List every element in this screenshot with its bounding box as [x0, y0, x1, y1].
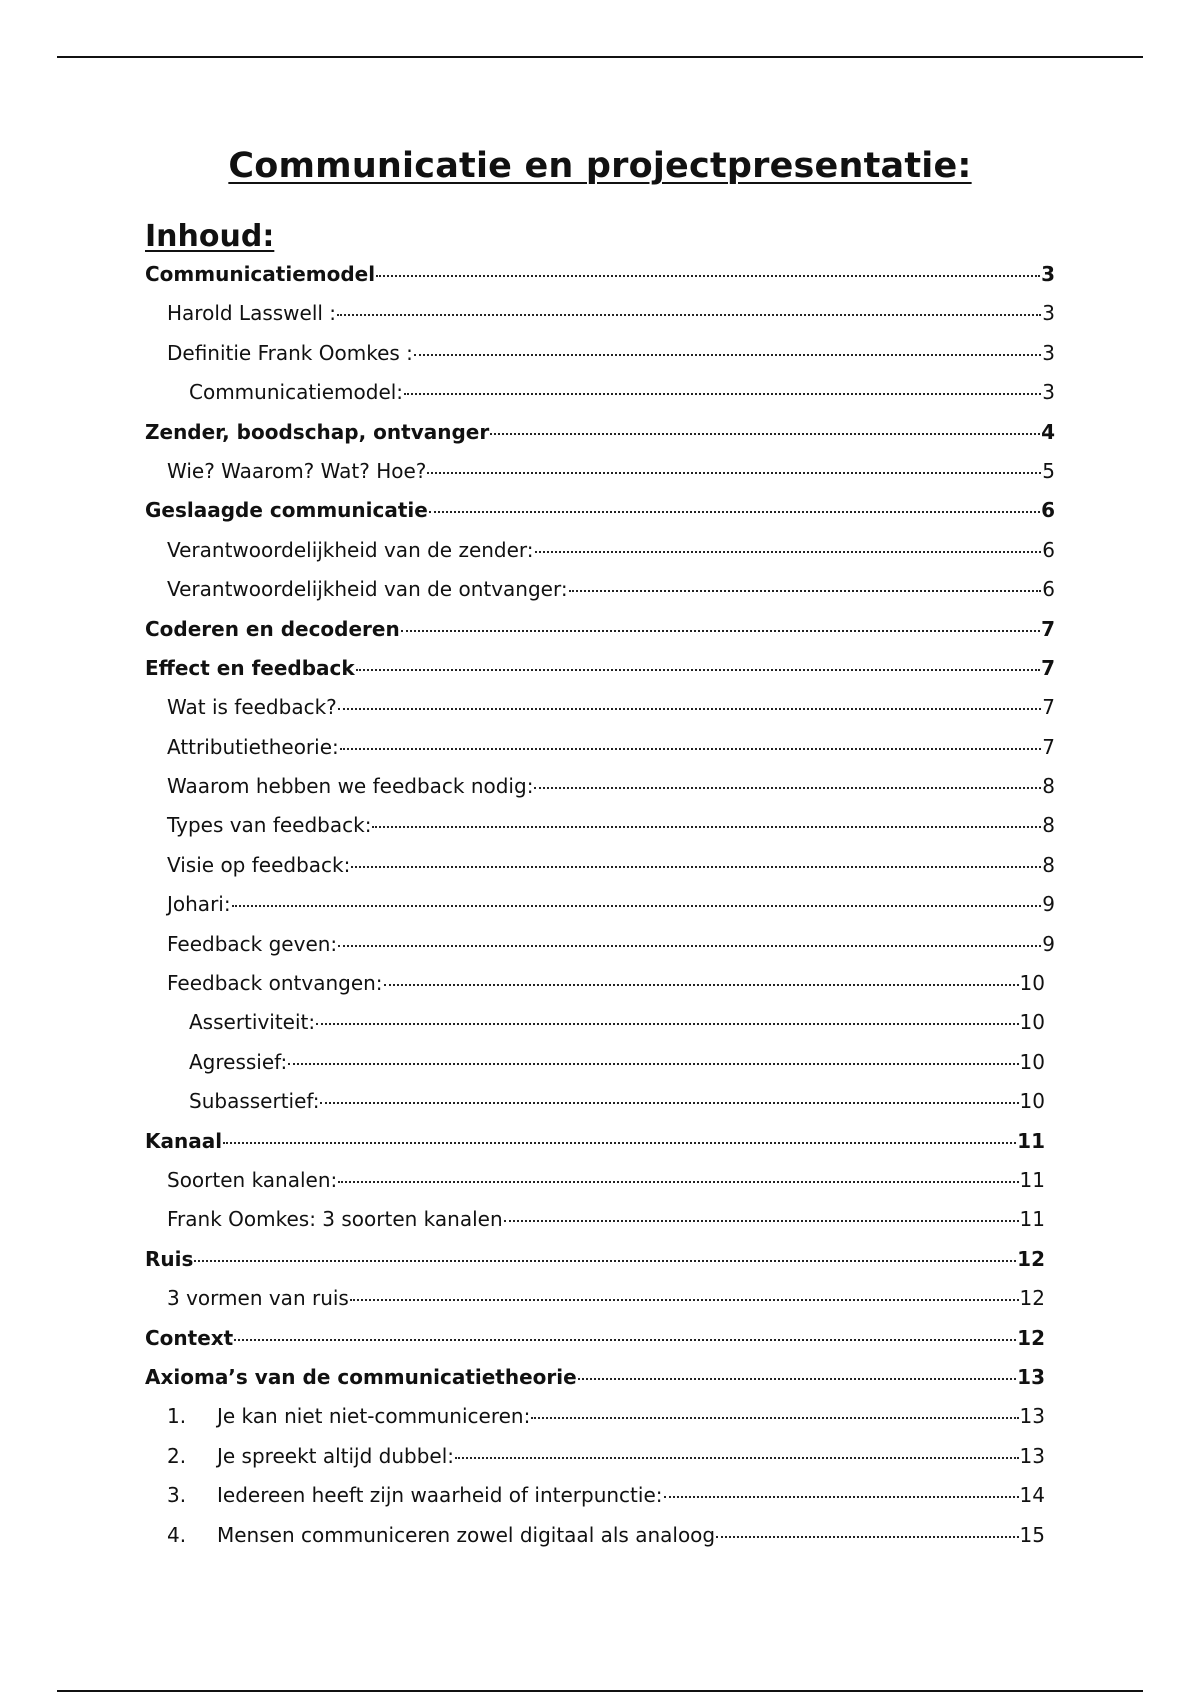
toc-entry-text: Coderen en decoderen	[145, 616, 400, 641]
toc-entry-text: Waarom hebben we feedback nodig:	[167, 774, 534, 799]
toc-entry-axiomas[interactable]	[145, 1358, 1045, 1397]
toc-heading: Inhoud:	[145, 219, 275, 254]
toc-entry-communicatiemodel-sub[interactable]	[145, 373, 1055, 412]
toc-page-number: 11	[1019, 1167, 1045, 1192]
toc-page-number: 3	[1042, 301, 1055, 326]
toc-entry-kanaal[interactable]	[145, 1122, 1045, 1161]
toc-page-number: 10	[1019, 1010, 1045, 1035]
toc-entry-text: Verantwoordelijkheid van de zender:	[167, 537, 534, 562]
toc-leader	[351, 865, 1041, 868]
toc-leader	[340, 747, 1042, 750]
toc-leader	[356, 668, 1040, 671]
toc-leader	[534, 786, 1041, 789]
toc-leader	[504, 1219, 1019, 1222]
toc-page-number: 3	[1042, 380, 1055, 405]
toc-leader	[194, 1259, 1016, 1262]
toc-page-number: 14	[1019, 1483, 1045, 1508]
toc-page-number: 7	[1042, 695, 1055, 720]
toc-page-number: 10	[1019, 1049, 1045, 1074]
toc-leader	[384, 983, 1019, 986]
toc-entry-waarom-feedback-nodig[interactable]	[145, 767, 1055, 806]
toc-entry-coderen-en-decoderen[interactable]	[145, 610, 1055, 649]
toc-page-number: 7	[1042, 734, 1055, 759]
toc-entry-geslaagde-communicatie[interactable]	[145, 491, 1055, 530]
toc-entry-feedback-ontvangen[interactable]	[145, 964, 1045, 1003]
toc-page-number: 10	[1019, 971, 1045, 996]
toc-page-number: 13	[1019, 1404, 1045, 1429]
toc-leader	[338, 707, 1041, 710]
document-title: Communicatie en projectpresentatie:	[228, 146, 972, 186]
toc-leader	[664, 1495, 1019, 1498]
toc-leader	[414, 353, 1041, 356]
toc-page-number: 15	[1019, 1522, 1045, 1547]
toc-entry-ruis[interactable]	[145, 1240, 1045, 1279]
toc-leader	[350, 1298, 1019, 1301]
toc-entry-visie-op-feedback[interactable]	[145, 846, 1055, 885]
toc-page-number: 9	[1042, 931, 1055, 956]
toc-entry-axioma-4[interactable]	[145, 1516, 1045, 1555]
toc-leader	[338, 944, 1041, 947]
toc-entry-definitie-frank-oomkes[interactable]	[145, 334, 1055, 373]
toc-entry-text: Effect en feedback	[145, 655, 355, 680]
toc-entry-wat-is-feedback[interactable]	[145, 688, 1055, 727]
toc-entry-number: 3.	[167, 1483, 187, 1508]
toc-entry-text: Geslaagde communicatie	[145, 498, 428, 523]
toc-entry-text: Assertiviteit:	[189, 1010, 316, 1035]
toc-entry-soorten-kanalen[interactable]	[145, 1161, 1045, 1200]
toc-entry-attributietheorie[interactable]	[145, 728, 1055, 767]
toc-page-number: 13	[1017, 1364, 1045, 1389]
toc-entry-text: Je kan niet niet-communiceren:	[217, 1404, 531, 1429]
toc-page-number: 7	[1041, 655, 1055, 680]
toc-entry-text: Communicatiemodel:	[189, 380, 404, 405]
toc-page-number: 12	[1019, 1286, 1045, 1311]
toc-page-number: 6	[1041, 498, 1055, 523]
footer-rule	[57, 1690, 1143, 1692]
toc-entry-text: Verantwoordelijkheid van de ontvanger:	[167, 577, 568, 602]
toc-entry-agressief[interactable]	[145, 1043, 1045, 1082]
toc-entry-communicatiemodel[interactable]	[145, 255, 1055, 294]
toc-entry-text: Kanaal	[145, 1128, 223, 1153]
toc-page-number: 12	[1017, 1325, 1045, 1350]
toc-entry-text: Soorten kanalen:	[167, 1167, 338, 1192]
toc-entry-axioma-2[interactable]	[145, 1437, 1045, 1476]
toc-page-number: 8	[1042, 774, 1055, 799]
toc-leader	[316, 1022, 1018, 1025]
toc-entry-text: Context	[145, 1325, 234, 1350]
toc-page-number: 11	[1017, 1128, 1045, 1153]
toc-entry-text: Mensen communiceren zowel digitaal als analoog	[217, 1522, 716, 1547]
toc-page-number: 5	[1042, 458, 1055, 483]
toc-leader	[490, 432, 1040, 435]
toc-page-number: 10	[1019, 1089, 1045, 1114]
toc-entry-effect-en-feedback[interactable]	[145, 649, 1055, 688]
toc-entry-number: 1.	[167, 1404, 187, 1429]
toc-leader	[376, 274, 1040, 277]
toc-page-number: 13	[1019, 1443, 1045, 1468]
toc-entry-harold-lasswell[interactable]	[145, 294, 1055, 333]
toc-entry-vormen-van-ruis[interactable]	[145, 1279, 1045, 1318]
toc-entry-text: Iedereen heeft zijn waarheid of interpunctie:	[217, 1483, 663, 1508]
toc-entry-text: Visie op feedback:	[167, 852, 351, 877]
toc-leader	[337, 313, 1041, 316]
toc-leader	[372, 825, 1041, 828]
toc-leader	[427, 471, 1041, 474]
toc-page-number: 3	[1041, 262, 1055, 286]
toc-entry-assertiviteit[interactable]	[145, 1003, 1045, 1042]
toc-page-number: 3	[1042, 340, 1055, 365]
toc-leader	[578, 1377, 1016, 1380]
toc-entry-axioma-1[interactable]	[145, 1397, 1045, 1436]
toc-page-number: 6	[1042, 577, 1055, 602]
toc-leader	[531, 1416, 1018, 1419]
toc-page-number: 8	[1042, 852, 1055, 877]
toc-page-number: 8	[1042, 813, 1055, 838]
toc-entry-verantwoordelijkheid-ontvanger[interactable]	[145, 570, 1055, 609]
toc-entry-text: Communicatiemodel	[145, 262, 376, 286]
toc-page-number: 7	[1041, 616, 1055, 641]
toc-leader	[288, 1062, 1018, 1065]
toc-entry-text: 3 vormen van ruis	[167, 1286, 349, 1311]
toc-leader	[429, 510, 1040, 513]
toc-entry-text: Feedback geven:	[167, 931, 338, 956]
toc-page-number: 9	[1042, 892, 1055, 917]
toc-entry-johari[interactable]	[145, 885, 1055, 924]
toc-page-number: 11	[1019, 1207, 1045, 1232]
toc-entry-text: Axioma’s van de communicatietheorie	[145, 1364, 577, 1389]
table-of-contents	[145, 255, 1055, 1555]
toc-leader	[404, 392, 1041, 395]
toc-leader	[223, 1141, 1016, 1144]
toc-entry-frank-oomkes-kanalen[interactable]	[145, 1200, 1045, 1239]
toc-entry-context[interactable]	[145, 1319, 1045, 1358]
toc-entry-wie-waarom-wat-hoe[interactable]	[145, 452, 1055, 491]
toc-entry-text: Wie? Waarom? Wat? Hoe?	[167, 458, 427, 483]
toc-leader	[234, 1338, 1016, 1341]
toc-page-number: 6	[1042, 537, 1055, 562]
toc-leader	[401, 629, 1040, 632]
toc-entry-text: Je spreekt altijd dubbel:	[217, 1443, 455, 1468]
toc-entry-text: Harold Lasswell :	[167, 301, 337, 326]
toc-entry-subassertief[interactable]	[145, 1082, 1045, 1121]
toc-entry-text: Zender, boodschap, ontvanger	[145, 419, 490, 444]
toc-entry-zender-boodschap-ontvanger[interactable]	[145, 413, 1055, 452]
toc-leader	[232, 904, 1042, 907]
header-rule	[57, 56, 1143, 58]
toc-leader	[569, 589, 1042, 592]
toc-entry-types-van-feedback[interactable]	[145, 806, 1055, 845]
toc-entry-text: Attributietheorie:	[167, 734, 339, 759]
toc-leader	[716, 1535, 1018, 1538]
toc-entry-axioma-3[interactable]	[145, 1476, 1045, 1515]
toc-entry-number: 2.	[167, 1443, 187, 1468]
toc-leader	[455, 1456, 1019, 1459]
toc-entry-text: Wat is feedback?	[167, 695, 337, 720]
toc-page-number: 4	[1041, 419, 1055, 444]
toc-leader	[338, 1180, 1018, 1183]
toc-entry-text: Frank Oomkes: 3 soorten kanalen	[167, 1207, 503, 1232]
toc-entry-text: Agressief:	[189, 1049, 288, 1074]
toc-entry-number: 4.	[167, 1522, 187, 1547]
toc-entry-text: Ruis	[145, 1246, 194, 1271]
toc-entry-feedback-geven[interactable]	[145, 925, 1055, 964]
toc-entry-text: Types van feedback:	[167, 813, 372, 838]
toc-leader	[535, 550, 1042, 553]
toc-entry-verantwoordelijkheid-zender[interactable]	[145, 531, 1055, 570]
toc-page-number: 12	[1017, 1246, 1045, 1271]
toc-entry-text: Definitie Frank Oomkes :	[167, 340, 413, 365]
toc-leader	[320, 1101, 1018, 1104]
toc-entry-text: Feedback ontvangen:	[167, 971, 383, 996]
toc-entry-text: Johari:	[167, 892, 231, 917]
toc-entry-text: Subassertief:	[189, 1089, 320, 1114]
